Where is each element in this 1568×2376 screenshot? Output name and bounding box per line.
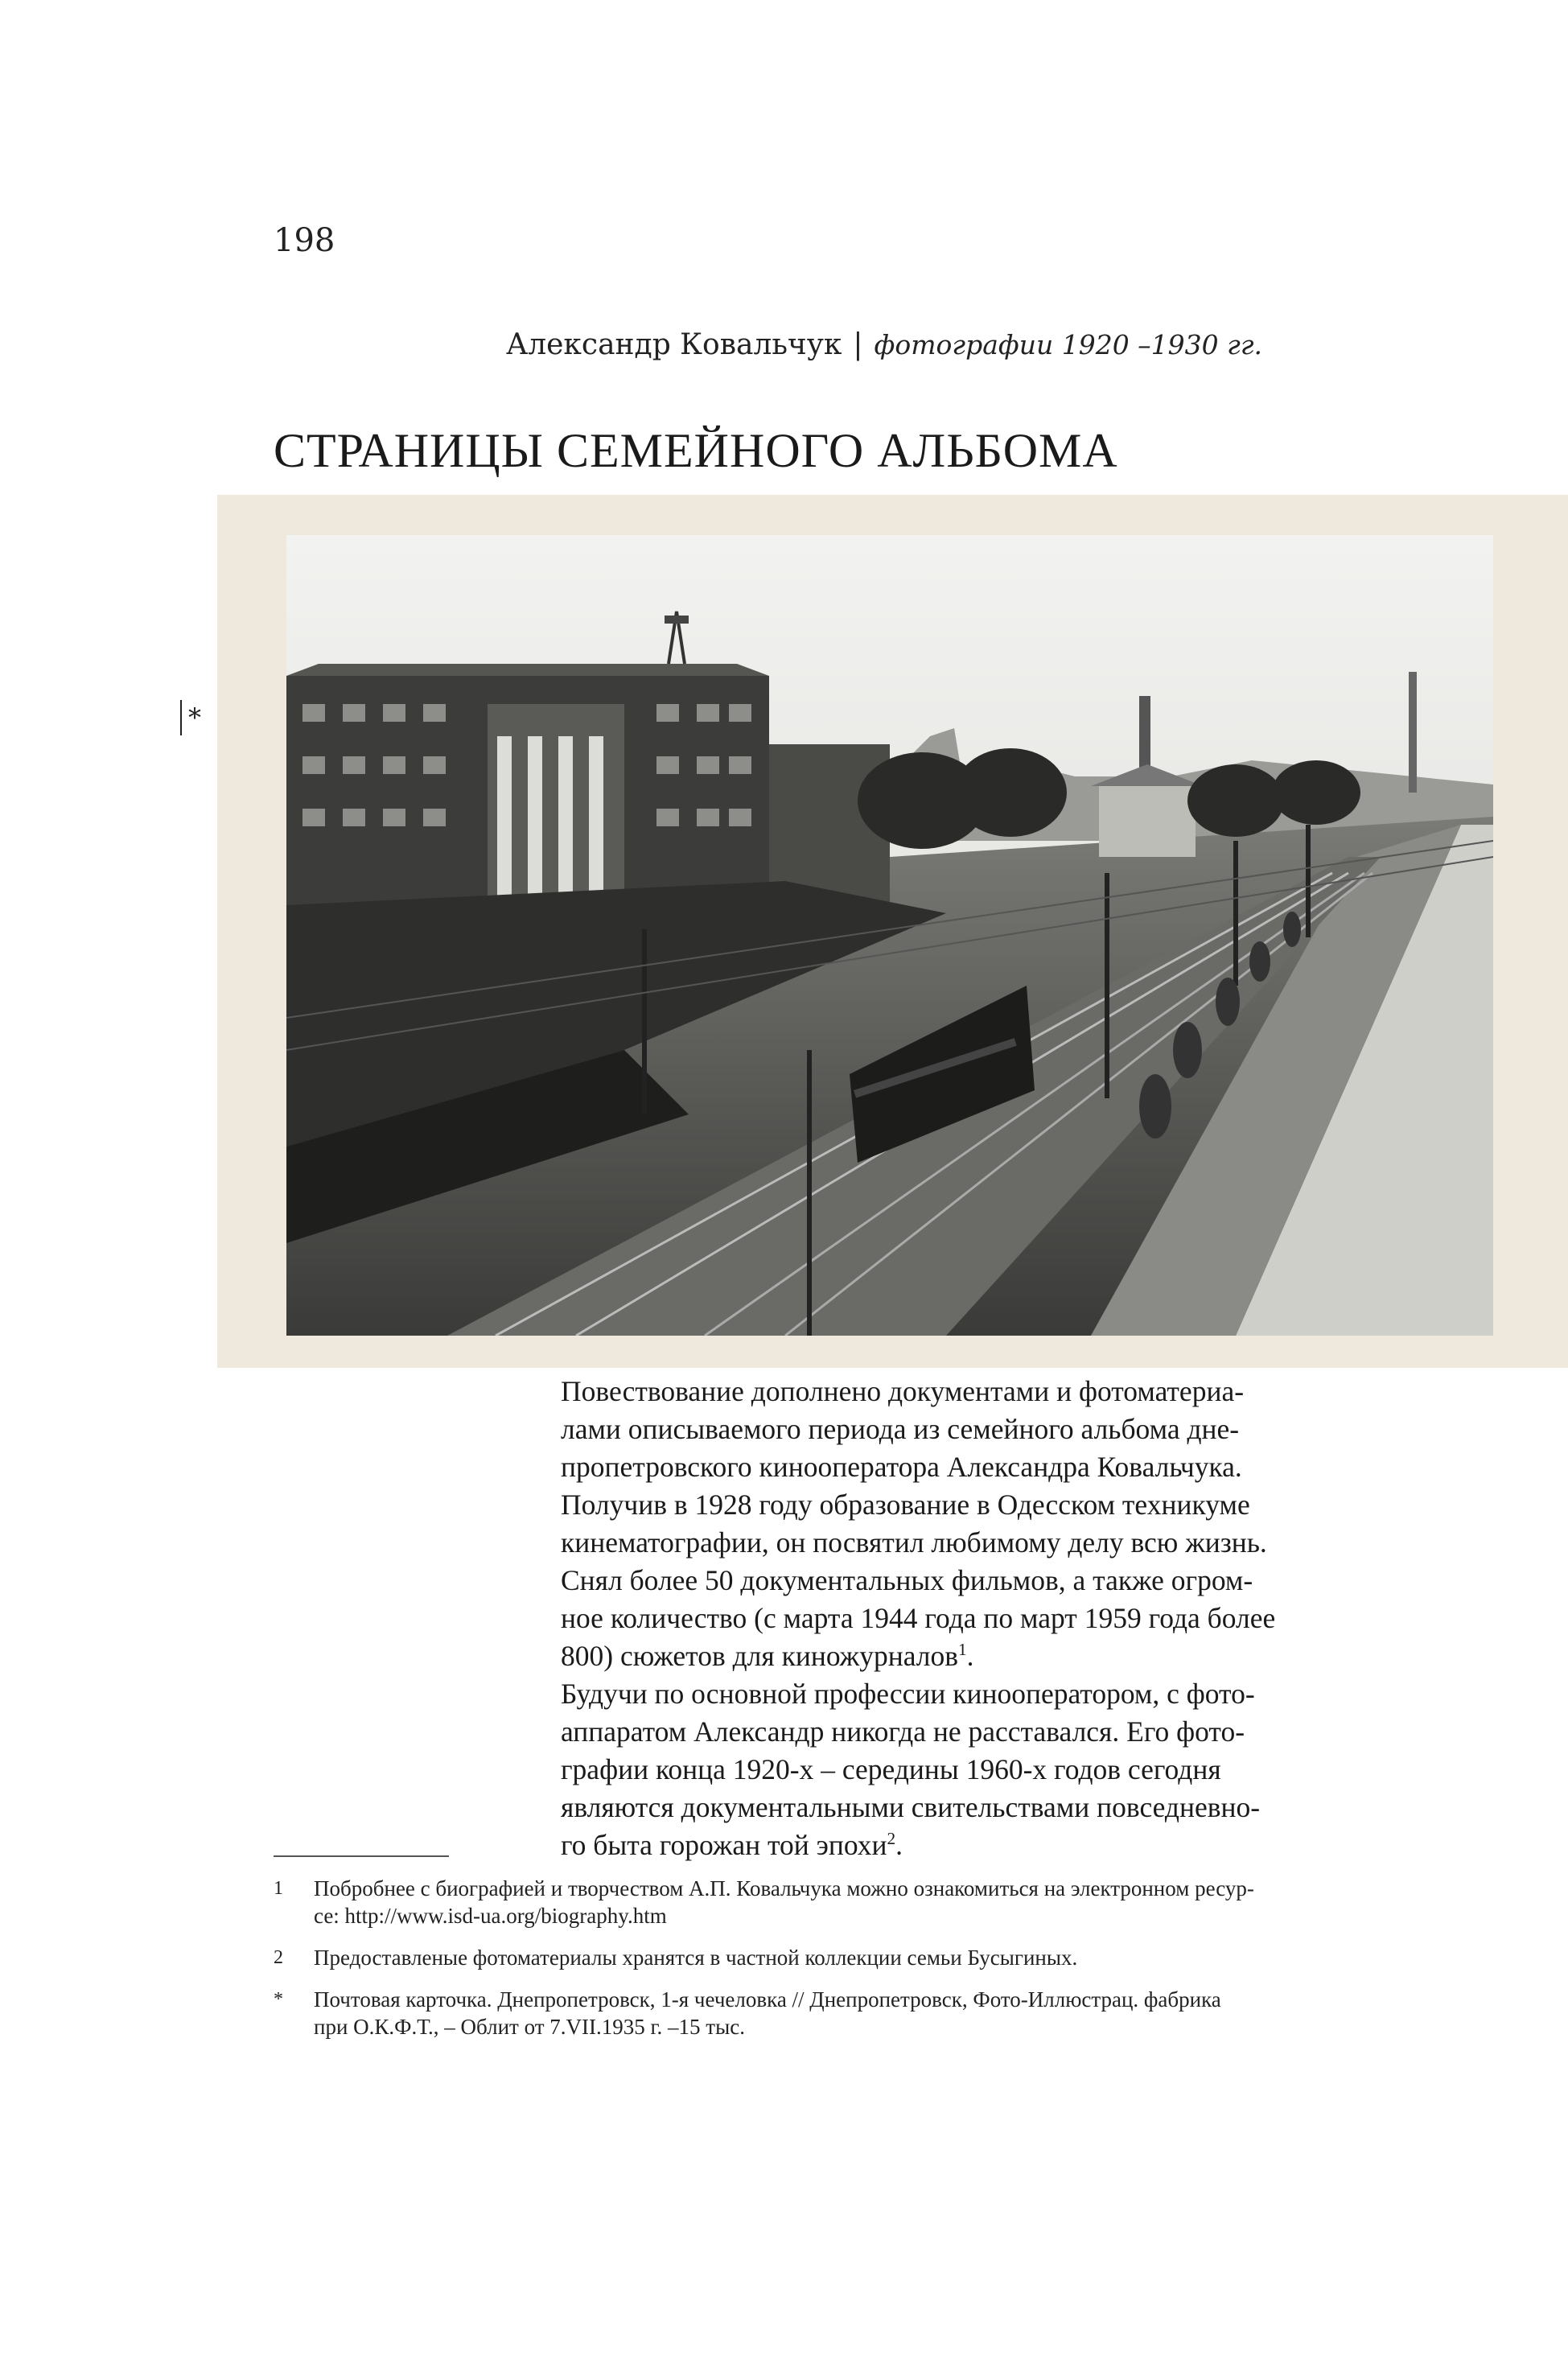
photo-footnote-marker: * xyxy=(180,700,201,735)
page-title: СТРАНИЦЫ СЕМЕЙНОГО АЛЬБОМА xyxy=(274,424,1118,477)
body-text xyxy=(561,1373,1357,1864)
page-number: 198 xyxy=(274,222,335,259)
photo-illustration xyxy=(286,535,1493,1336)
body-line-with-footnote: 800) сюжетов для киножурналов$^1$. xyxy=(561,1640,974,1672)
footnote-ref-2: 2 xyxy=(887,1829,896,1849)
historic-street-photo xyxy=(286,535,1493,1336)
footnote-line: Предоставленые фотоматериалы хранятся в частной коллекции семьи Бусыгиных. xyxy=(314,1946,1078,1970)
header-separator: | xyxy=(853,328,863,361)
body-line: аппаратом Александр никогда не расставался. Его фото- xyxy=(561,1715,1245,1748)
body-line: кинематографии, он посвятил любимому делу всю жизнь. xyxy=(561,1526,1267,1559)
footnotes xyxy=(274,1875,1360,2055)
header-author: Александр Ковальчук xyxy=(505,328,842,361)
body-line: Повествование дополнено документами и фотоматериа- xyxy=(561,1375,1245,1407)
body-line: Будучи по основной профессии кинооператором, с фото- xyxy=(561,1678,1255,1710)
body-line: пропетровского кинооператора Александра Ковальчука. xyxy=(561,1451,1242,1483)
footnote-line: Почтовая карточка. Днепропетровск, 1-я чечеловка // Днепропетровск, Фото-Иллюстрац. фабрика xyxy=(314,1987,1221,2012)
footnote-line: при О.К.Ф.Т., – Облит от 7.VII.1935 г. –15 тыс. xyxy=(314,2015,745,2039)
body-line: Получив в 1928 году образование в Одесском техникуме xyxy=(561,1489,1250,1521)
footnote-text xyxy=(314,1944,1360,1971)
body-line-text: 800) сюжетов для киножурналов xyxy=(561,1640,959,1672)
footnote-text xyxy=(314,1986,1360,2040)
footnote-1 xyxy=(274,1875,1360,1929)
body-line: Снял более 50 документальных фильмов, а также огром- xyxy=(561,1564,1253,1596)
footnote-text xyxy=(314,1875,1360,1929)
running-header xyxy=(506,328,1262,361)
header-subtitle: фотографии 1920 –1930 гг. xyxy=(874,329,1262,360)
body-line: лами описываемого периода из семейного альбома дне- xyxy=(561,1413,1240,1445)
body-line: ное количество (с марта 1944 года по март 1959 года более xyxy=(561,1602,1276,1634)
body-line: графии конца 1920-х – середины 1960-х годов сегодня xyxy=(561,1753,1221,1785)
footnote-mark: * xyxy=(274,1989,283,2010)
footnote-ref-1: 1 xyxy=(958,1640,967,1660)
photo-background-band xyxy=(217,495,1568,1368)
footnote-asterisk xyxy=(274,1986,1360,2040)
body-line-with-footnote: го быта горожан той эпохи$^2$. xyxy=(561,1829,903,1861)
body-line-text: го быта горожан той эпохи xyxy=(561,1829,887,1861)
footnote-divider xyxy=(274,1855,449,1857)
footnote-line: се: http://www.isd-ua.org/biography.htm xyxy=(314,1904,667,1928)
footnote-mark: 2 xyxy=(274,1947,283,1968)
footnote-line: Побробнее с биографией и творчеством А.П. Ковальчука можно ознакомиться на электронном ресур- xyxy=(314,1876,1254,1900)
footnote-2 xyxy=(274,1944,1360,1971)
body-line: являются документальными свительствами повседневно- xyxy=(561,1791,1261,1823)
body-paragraph xyxy=(561,1373,1357,1864)
footnote-mark: 1 xyxy=(274,1878,283,1899)
